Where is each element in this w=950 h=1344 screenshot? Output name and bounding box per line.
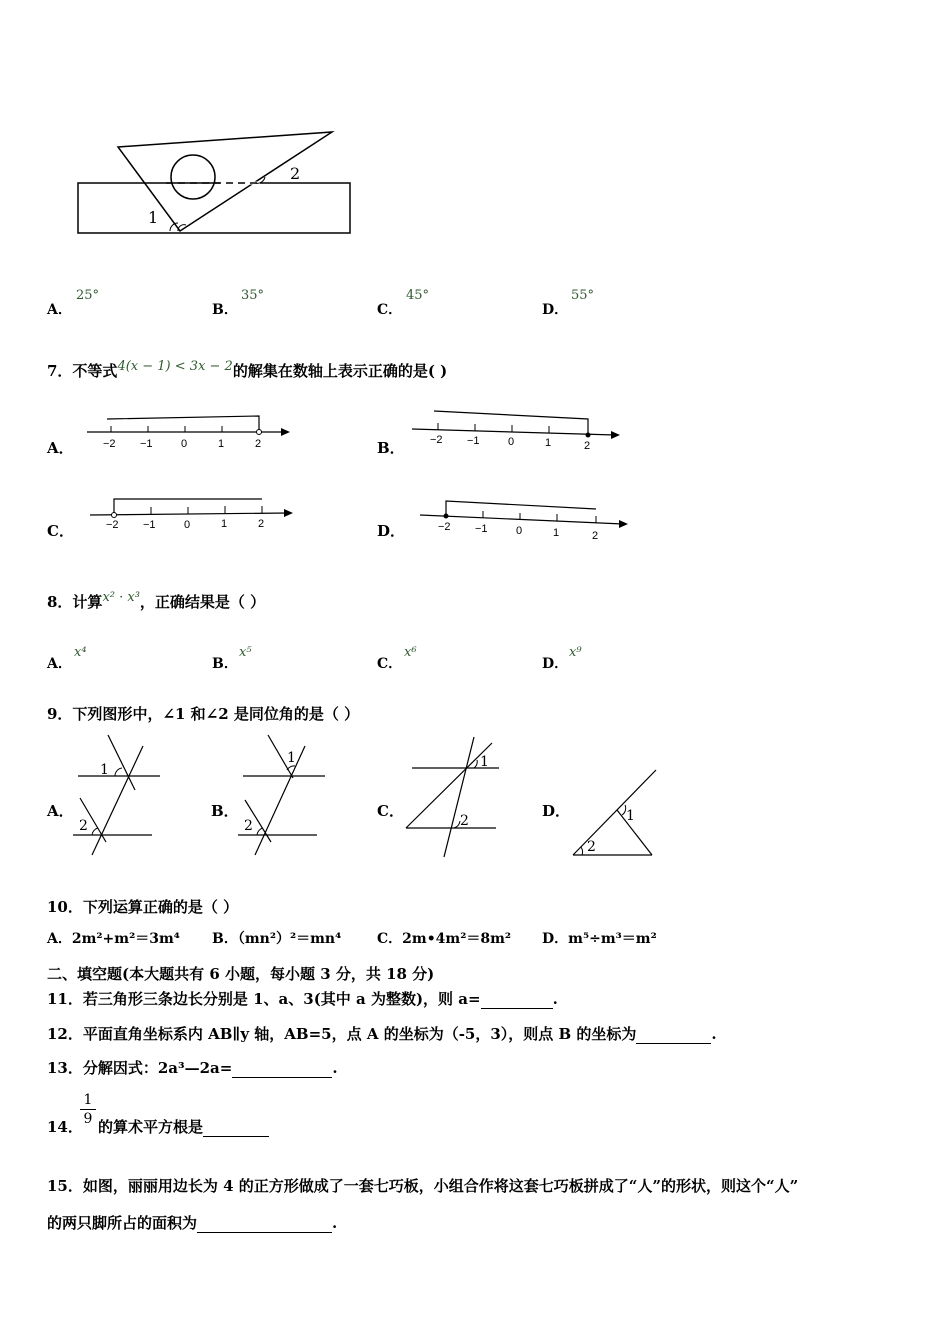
tick: 1 [545,437,552,449]
svg-text:2: 2 [244,818,253,834]
svg-text:1: 1 [480,754,489,770]
q15-line1: 15．如图，丽丽用边长为 4 的正方形做成了一套七巧板，小组合作将这套七巧板拼成了“人”的形状，则这个“人” [47,1177,799,1195]
tick: 1 [218,438,225,450]
q12-answer-blank[interactable] [636,1043,711,1044]
svg-text:1: 1 [626,808,635,824]
tick: −1 [143,519,156,531]
q7-number-line-b [410,405,625,455]
section2-title: 二、填空题(本大题共有 6 小题，每小题 3 分，共 18 分) [47,965,435,983]
svg-text:2: 2 [79,818,88,834]
tick: 1 [221,518,228,530]
q9-option-c-label[interactable]: C． [377,802,404,820]
q14-number: 14． [47,1118,83,1136]
q10-option-d[interactable]: D．m⁵÷m³＝m² [542,931,657,947]
q13: 13．分解因式：2a³—2a= . [47,1059,338,1077]
q7-option-c-label[interactable]: C． [47,522,74,540]
q9-figure-b [235,730,330,860]
q9-figure-c [404,735,504,860]
q10-options [47,928,747,950]
q6-angle1-label: 1 [148,208,159,227]
tick: 0 [181,438,188,450]
tick: 2 [592,530,599,542]
q14-text: 的算术平方根是 [98,1116,269,1137]
q10-option-b[interactable]: B．（mn²）²＝mn⁴ [212,931,342,947]
q7-option-a-label[interactable]: A． [47,439,74,457]
q9-figure-d [570,765,665,860]
svg-text:2: 2 [587,839,596,855]
q9-option-d-label[interactable]: D． [542,802,571,820]
q11-answer-blank[interactable] [481,1008,553,1009]
q7-option-d-label[interactable]: D． [377,522,406,540]
q8-options: A． x⁴ B． x⁵ C． x⁶ D． x⁹ [47,645,582,672]
tick: 1 [553,527,560,539]
tick: 0 [508,436,515,448]
tick: 0 [516,525,523,537]
q15-line2: 的两只脚所占的面积为 . [47,1214,338,1232]
q6-angle2-label: 2 [290,164,301,183]
q10-option-a[interactable]: A．2m²+m²＝3m⁴ [47,931,180,947]
tick: 2 [255,438,262,450]
q14-answer-blank[interactable] [203,1136,269,1137]
svg-text:1: 1 [100,762,109,778]
q13-answer-blank[interactable] [232,1077,332,1078]
tick: −1 [475,523,488,535]
q6-figure [70,125,360,240]
q9-figure-a [70,730,165,860]
q7-stem: 7．不等式4(x − 1) < 3x − 2的解集在数轴上表示正确的是( ) [47,359,448,380]
q9-option-a-label[interactable]: A． [47,802,74,820]
tick: −2 [103,438,116,450]
tick: −2 [430,434,443,446]
q10-option-c[interactable]: C．2m•4m²＝8m² [377,931,512,947]
q15-answer-blank[interactable] [197,1232,332,1233]
tick: −1 [467,435,480,447]
q7-number-line-a [85,410,295,455]
q14-fraction: 1 9 [80,1092,96,1127]
svg-text:1: 1 [287,750,296,766]
q9-option-b-label[interactable]: B． [211,802,239,820]
tick: −1 [140,438,153,450]
q11: 11．若三角形三条边长分别是 1、a、3(其中 a 为整数)，则 a= . [47,990,558,1008]
tick: −2 [438,521,451,533]
q12: 12．平面直角坐标系内 AB∥y 轴，AB=5，点 A 的坐标为（-5，3），则点 B 的坐标为 . [47,1025,717,1043]
tick: 2 [258,518,265,530]
tick: 2 [584,440,591,452]
tick: −2 [106,519,119,531]
svg-text:2: 2 [460,813,469,829]
q8-stem: 8．计算x² · x³，正确结果是（ ） [47,590,266,611]
tick: 0 [184,519,191,531]
q10-stem: 10．下列运算正确的是（ ） [47,898,239,916]
q9-stem: 9．下列图形中，∠1 和∠2 是同位角的是（ ） [47,705,360,723]
set-square-hole [171,155,215,199]
q6-options: A． 25° B． 35° C． 45° D． 55° [47,288,595,318]
q7-number-line-d [418,495,633,545]
q7-number-line-c [88,493,298,538]
q7-option-b-label[interactable]: B． [377,439,405,457]
